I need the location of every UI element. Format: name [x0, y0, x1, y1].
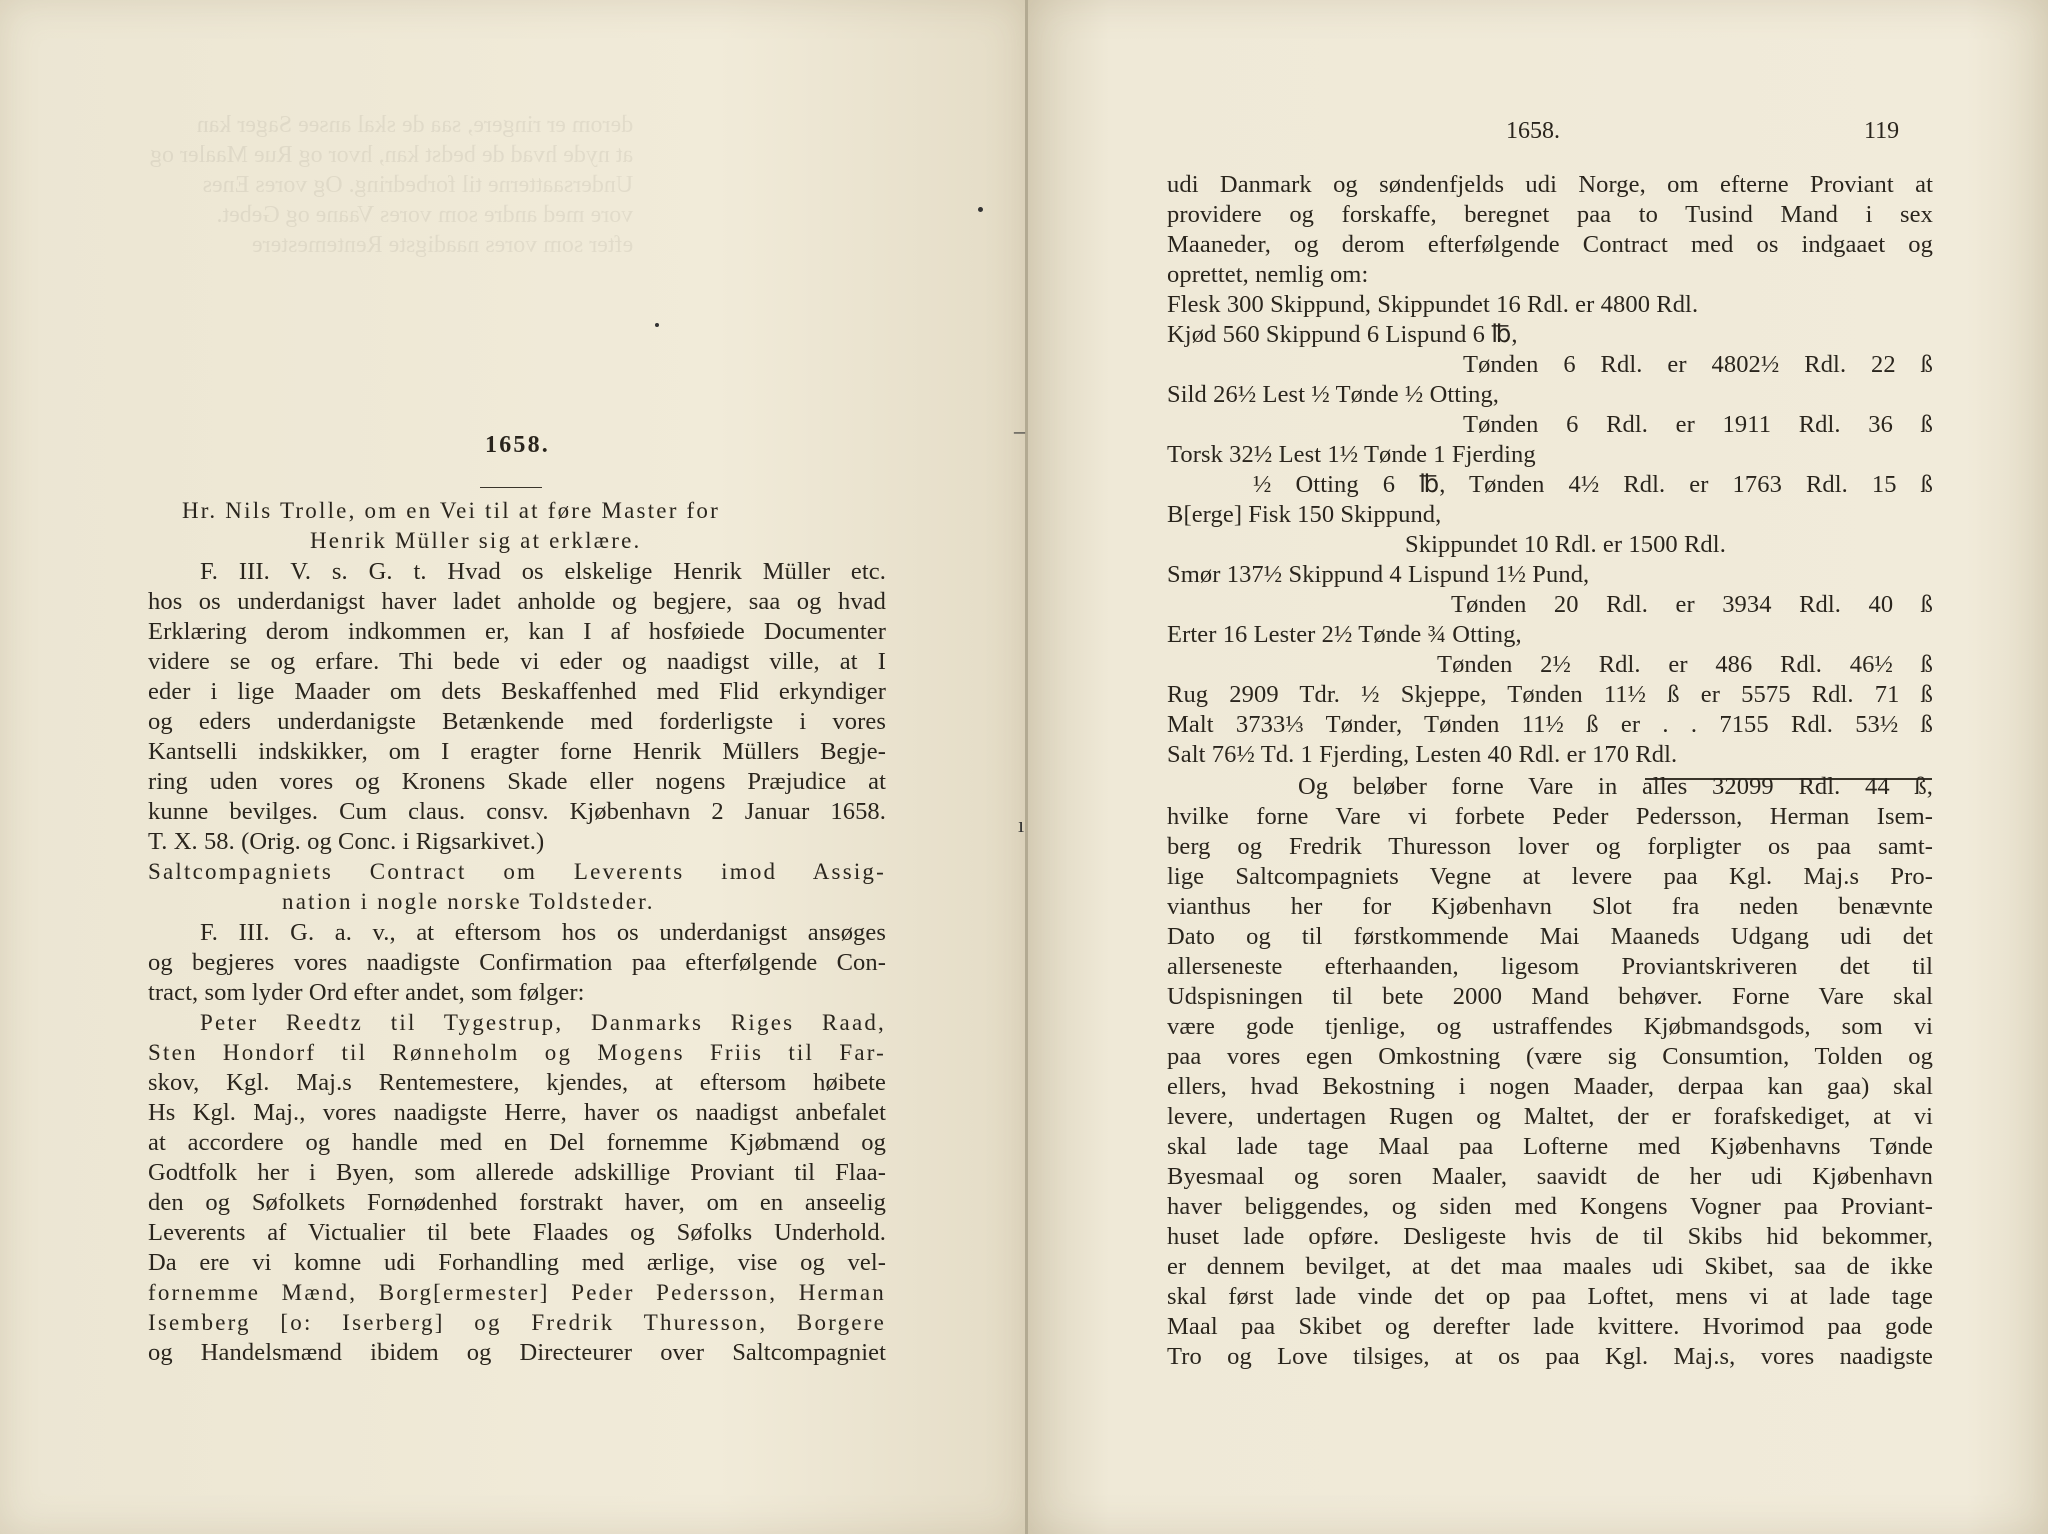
text-line: Salt 76½ Td. 1 Fjerding, Lesten 40 Rdl. er 170 Rdl. [1167, 741, 1678, 768]
text-line: skal lade tage Maal paa Lofterne med Kjøbenhavns Tønde [1167, 1133, 1933, 1160]
text-line: og Handelsmænd ibidem og Directeurer over Saltcompagniet [148, 1339, 886, 1366]
text-line: providere og forskaffe, beregnet paa to Tusind Mand i sex [1167, 201, 1933, 228]
text-line: skov, Kgl. Maj.s Rentemestere, kjendes, at eftersom høibete [148, 1069, 886, 1096]
text-line: vianthus her for Kjøbenhavn Slot fra neden benævnte [1167, 893, 1933, 920]
text-line: udi Danmark og søndenfjelds udi Norge, om efterne Proviant at [1167, 171, 1933, 198]
text-line: skal først lade vinde det op paa Loftet, mens vi at lade tage [1167, 1283, 1933, 1310]
text-line: Hs Kgl. Maj., vores naadigste Herre, haver os naadigst anbefalet [148, 1099, 886, 1126]
text-line: Peter Reedtz til Tygestrup, Danmarks Riges Raad, [200, 1010, 886, 1035]
text-line: B[erge] Fisk 150 Skippund, [1167, 501, 1442, 528]
text-line: Maal paa Skibet og derefter lade kvittere. Hvorimod paa gode [1167, 1313, 1933, 1340]
text-line: nation i nogle norske Toldsteder. [282, 889, 655, 914]
text-line: ellers, hvad Bekostning i nogen Maader, derpaa kan gaa) skal [1167, 1073, 1933, 1100]
text-line: Sild 26½ Lest ½ Tønde ½ Otting, [1167, 381, 1500, 408]
text-line: Tønden 2½ Rdl. er 486 Rdl. 46½ ß [1437, 651, 1933, 678]
text-line: videre se og erfare. Thi bede vi eder og naadigst ville, at I [148, 648, 886, 675]
text-line: og begjeres vores naadigste Confirmation paa efterfølgende Con- [148, 949, 886, 976]
text-line: huset lade opføre. Desligeste hvis de til Skibs hid bekommer, [1167, 1223, 1933, 1250]
left-year-heading: 1658. [485, 432, 550, 458]
text-line: Maaneder, og derom efterfølgende Contract med os indgaaet og [1167, 231, 1933, 258]
text-line: Og beløber forne Vare in alles 32099 Rdl. 44 ß, [1298, 773, 1933, 800]
text-line: Torsk 32½ Lest 1½ Tønde 1 Fjerding [1167, 441, 1536, 468]
text-line: Da ere vi komne udi Forhandling med ærlige, vise og vel- [148, 1249, 886, 1276]
text-line: Saltcompagniets Contract om Leverents imod Assig- [148, 859, 886, 884]
text-line: F. III. V. s. G. t. Hvad os elskelige Henrik Müller etc. [200, 558, 886, 585]
text-line: den og Søfolkets Fornødenhed forstrakt haver, om en anseelig [148, 1189, 886, 1216]
bleed-through-text: derom er ringere, saa de skal ansee Sager kan at nyde hvad de bedst kan, hvor og Rue Maaler og Undersaatterne til forbedring. Og vores Enes vore med andre som vores Vaane og Gebet. efter som vores naadigste Rentemestere [150, 112, 634, 258]
text-line: hos os underdanigst haver ladet anholde og begjere, saa og hvad [148, 588, 886, 615]
text-line: Skippundet 10 Rdl. er 1500 Rdl. [1405, 531, 1726, 558]
text-line: Tønden 6 Rdl. er 4802½ Rdl. 22 ß [1463, 351, 1933, 378]
text-line: at accordere og handle med en Del fornemme Kjøbmænd og [148, 1129, 886, 1156]
text-line: og eders underdanigste Betænkende med forderligste i vores [148, 708, 886, 735]
text-line: Erklæring derom indkommen er, kan I af hosføiede Documenter [148, 618, 886, 645]
text-line: eder i lige Maader om dets Beskaffenhed med Flid erkyndiger [148, 678, 886, 705]
text-line: Henrik Müller sig at erklære. [310, 528, 642, 553]
text-line: paa vores egen Omkostning (være sig Consumtion, Tolden og [1167, 1043, 1933, 1070]
margin-mark: ı [1018, 812, 1025, 837]
text-line: Smør 137½ Skippund 4 Lispund 1½ Pund, [1167, 561, 1590, 588]
text-line: Rug 2909 Tdr. ½ Skjeppe, Tønden 11½ ß er 5575 Rdl. 71 ß [1167, 681, 1933, 708]
text-line: være gode tjenlige, og ustraffendes Kjøbmandsgods, som vi [1167, 1013, 1933, 1040]
text-line: Tønden 20 Rdl. er 3934 Rdl. 40 ß [1451, 591, 1933, 618]
text-line: Tro og Love tilsiges, at os paa Kgl. Maj.s, vores naadigste [1167, 1343, 1933, 1370]
speck [978, 207, 983, 212]
text-line: lige Saltcompagniets Vegne at levere paa Kgl. Maj.s Pro- [1167, 863, 1933, 890]
text-line: Kantselli indskikker, om I eragter forne Henrik Müllers Begje- [148, 738, 886, 765]
text-line: Godtfolk her i Byen, som allerede adskillige Proviant til Flaa- [148, 1159, 886, 1186]
text-line: oprettet, nemlig om: [1167, 261, 1369, 288]
right-page [1028, 0, 2048, 1534]
text-line: Udspisningen til bete 2000 Mand behøver. Forne Vare skal [1167, 983, 1933, 1010]
text-line: berg og Fredrik Thuresson lover og forpligter os paa samt- [1167, 833, 1933, 860]
text-line: Malt 3733⅓ Tønder, Tønden 11½ ß er . . 7155 Rdl. 53½ ß [1167, 711, 1933, 738]
text-line: T. X. 58. (Orig. og Conc. i Rigsarkivet.) [148, 828, 545, 855]
page-number: 119 [1864, 118, 1900, 144]
speck [655, 323, 659, 327]
running-head: 1658. [1506, 118, 1560, 144]
text-line: Dato og til førstkommende Mai Maaneds Udgang udi det [1167, 923, 1933, 950]
text-line: F. III. G. a. v., at eftersom hos os underdanigst ansøges [200, 919, 886, 946]
text-line: ½ Otting 6 ℔, Tønden 4½ Rdl. er 1763 Rdl. 15 ß [1253, 471, 1933, 498]
text-line: er dennem bevilget, at det maa maales udi Skibet, saa de ikke [1167, 1253, 1933, 1280]
text-line: Isemberg [o: Iserberg] og Fredrik Thuresson, Borgere [148, 1310, 886, 1335]
text-line: fornemme Mænd, Borg[ermester] Peder Pedersson, Herman [148, 1280, 886, 1305]
margin-mark: – [1014, 418, 1025, 443]
text-line: levere, undertagen Rugen og Maltet, der er forafskediget, at vi [1167, 1103, 1933, 1130]
text-line: haver beliggendes, og siden med Kongens Vogner paa Proviant- [1167, 1193, 1933, 1220]
text-line: hvilke forne Vare vi forbete Peder Pedersson, Herman Isem- [1167, 803, 1933, 830]
text-line: Kjød 560 Skippund 6 Lispund 6 ℔, [1167, 321, 1518, 348]
text-line: tract, som lyder Ord efter andet, som følger: [148, 979, 585, 1006]
text-line: Tønden 6 Rdl. er 1911 Rdl. 36 ß [1463, 411, 1933, 438]
text-line: ring uden vores og Kronens Skade eller nogens Præjudice at [148, 768, 886, 795]
text-line: Byesmaal og soren Maaler, saavidt de her udi Kjøbenhavn [1167, 1163, 1933, 1190]
text-line: allerseneste efterhaanden, ligesom Proviantskriveren det til [1167, 953, 1933, 980]
text-line: Sten Hondorf til Rønneholm og Mogens Friis til Far- [148, 1040, 886, 1065]
text-line: Leverents af Victualier til bete Flaades og Søfolks Underhold. [148, 1219, 886, 1246]
separator-rule [480, 487, 542, 488]
text-line: Flesk 300 Skippund, Skippundet 16 Rdl. er 4800 Rdl. [1167, 291, 1699, 318]
text-line: Hr. Nils Trolle, om en Vei til at føre Master for [182, 498, 720, 523]
text-line: kunne bevilges. Cum claus. consv. Kjøbenhavn 2 Januar 1658. [148, 798, 886, 825]
text-line: Erter 16 Lester 2½ Tønde ¾ Otting, [1167, 621, 1522, 648]
